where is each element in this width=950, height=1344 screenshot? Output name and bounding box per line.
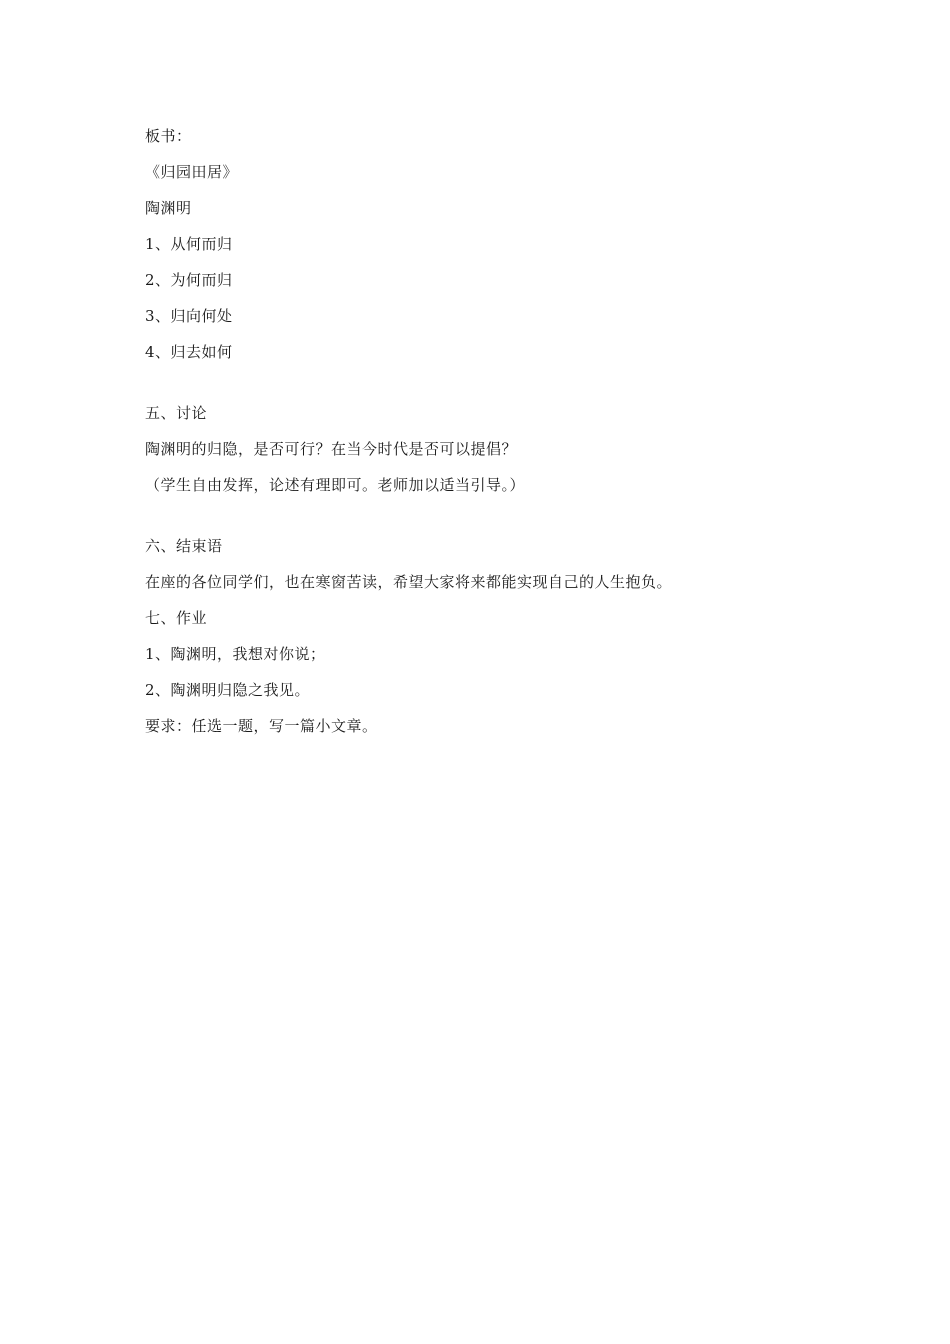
discussion-heading: 五、讨论 <box>145 404 208 422</box>
closing-text: 在座的各位同学们，也在寒窗苦读，希望大家将来都能实现自己的人生抱负。 <box>145 573 673 591</box>
discussion-note: （学生自由发挥，论述有理即可。老师加以适当引导。） <box>145 476 526 494</box>
discussion-question: 陶渊明的归隐，是否可行？在当今时代是否可以提倡？ <box>145 440 518 458</box>
board-heading: 板书： <box>145 127 192 145</box>
board-point-3: 3、归向何处 <box>145 307 233 325</box>
homework-item-1: 1、陶渊明，我想对你说； <box>145 645 326 663</box>
homework-requirement: 要求：任选一题，写一篇小文章。 <box>145 717 378 735</box>
homework-item-2: 2、陶渊明归隐之我见。 <box>145 681 311 699</box>
board-point-1: 1、从何而归 <box>145 235 233 253</box>
board-point-4: 4、归去如何 <box>145 343 233 361</box>
board-title: 《归园田居》 <box>145 163 239 181</box>
closing-heading: 六、结束语 <box>145 537 223 555</box>
homework-heading: 七、作业 <box>145 609 208 627</box>
board-author: 陶渊明 <box>145 199 192 217</box>
board-point-2: 2、为何而归 <box>145 271 233 289</box>
